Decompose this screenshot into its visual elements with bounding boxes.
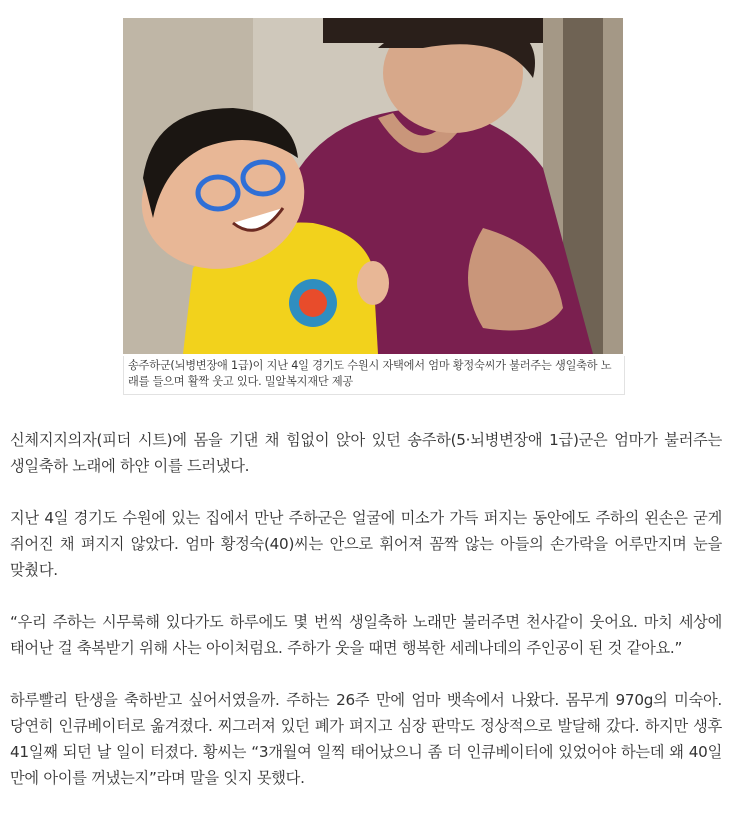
photo-illustration bbox=[123, 18, 623, 354]
article-paragraph: 지난 4일 경기도 수원에 있는 집에서 만난 주하군은 얼굴에 미소가 가득 퍼지는 동안에도 주하의 왼손은 굳게 쥐어진 채 펴지지 않았다. 엄마 황정숙(40)씨는 안으로 휘어져 꼼짝 않는 아들의 손가락을 어루만지며 눈을 맞췄다. bbox=[10, 509, 722, 579]
article-body bbox=[10, 427, 722, 817]
article-paragraph: 신체지지의자(피더 시트)에 몸을 기댄 채 힘없이 앉아 있던 송주하(5·뇌병변장애 1급)군은 엄마가 불러주는 생일축하 노래에 하얀 이를 드러냈다. bbox=[10, 431, 722, 475]
article-paragraph: 하루빨리 탄생을 축하받고 싶어서였을까. 주하는 26주 만에 엄마 뱃속에서 나왔다. 몸무게 970g의 미숙아. 당연히 인큐베이터로 옮겨졌다. 찌그러져 있던 폐가 펴지고 심장 판막도 정상적으로 발달해 갔다. 하지만 생후 41일째 되던 날 일이 터졌다. 황씨는 “3개월여 일찍 태어났으니 좀 더 인큐베이터에 있었어야 하는데 왜 40일 만에 아이를 꺼냈는지”라며 말을 잇지 못했다. bbox=[10, 691, 722, 787]
photo-caption: 송주하군(뇌병변장애 1급)이 지난 4일 경기도 수원시 자택에서 엄마 황정숙씨가 불러주는 생일축하 노래를 들으며 활짝 웃고 있다. 밀알복지재단 제공 bbox=[123, 356, 625, 395]
news-photo-figure bbox=[123, 18, 623, 390]
photo-mother-and-child bbox=[123, 18, 623, 354]
article-paragraph: “우리 주하는 시무룩해 있다가도 하루에도 몇 번씩 생일축하 노래만 불러주면 천사같이 웃어요. 마치 세상에 태어난 걸 축복받기 위해 사는 아이처럼요. 주하가 웃을 때면 행복한 세레나데의 주인공이 된 것 같아요.” bbox=[10, 613, 722, 657]
